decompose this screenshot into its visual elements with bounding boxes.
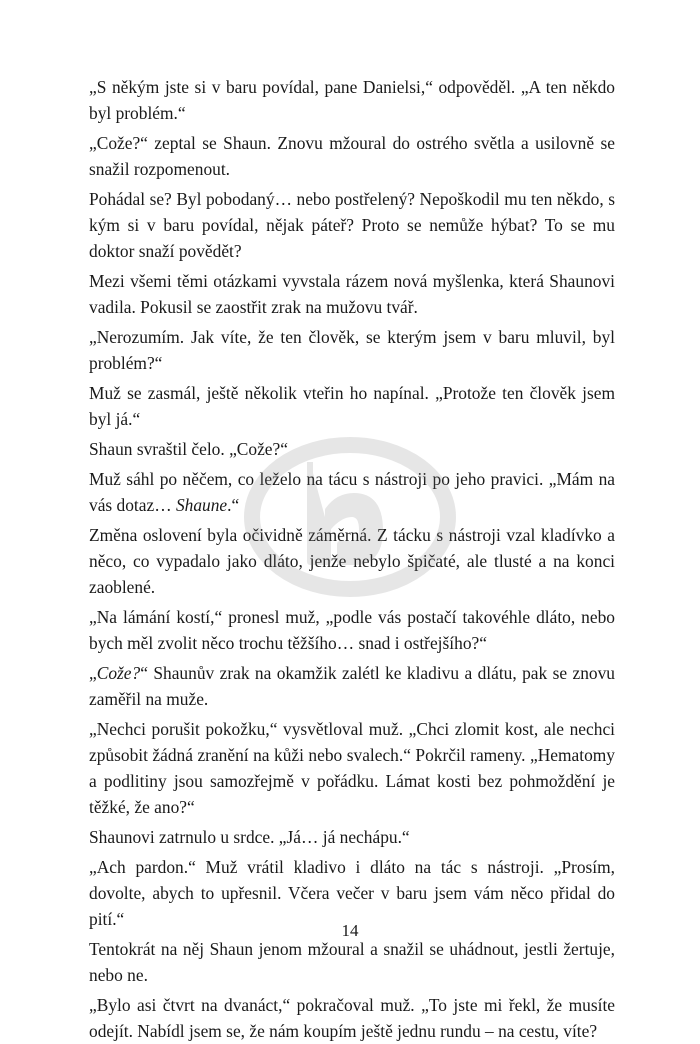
text-run: Muž sáhl po něčem, co leželo na tácu s nástroji po jeho pravici. „Mám na vás dotaz… — [89, 469, 615, 515]
text-run: Shaunovi zatrnulo u srdce. „Já… já nechápu.“ — [89, 827, 410, 847]
italic-text: Cože? — [96, 663, 141, 683]
text-run: Tentokrát na něj Shaun jenom mžoural a snažil se uhádnout, jestli žertuje, nebo ne. — [89, 939, 615, 985]
paragraph — [89, 992, 615, 1044]
paragraph — [89, 660, 615, 712]
paragraph — [89, 604, 615, 656]
paragraph — [89, 186, 615, 264]
text-run: .“ — [227, 495, 240, 515]
paragraph — [89, 324, 615, 376]
paragraph — [89, 716, 615, 820]
text-run: „Cože?“ zeptal se Shaun. Znovu mžoural do ostrého světla a usilovně se snažil rozpomenout. — [89, 133, 615, 179]
page-number: 14 — [341, 921, 359, 940]
paragraph — [89, 936, 615, 988]
text-run: „S někým jste si v baru povídal, pane Danielsi,“ odpověděl. „A ten někdo byl problém.“ — [89, 77, 615, 123]
text-run: Změna oslovení byla očividně záměrná. Z tácku s nástroji vzal kladívko a něco, co vypadalo jako dláto, jenže nebylo špičaté, ale tlusté a na konci zaoblené. — [89, 525, 615, 597]
text-run: Mezi všemi těmi otázkami vyvstala rázem nová myšlenka, která Shaunovi vadila. Pokusil se zaostřit zrak na mužovu tvář. — [89, 271, 615, 317]
paragraph — [89, 466, 615, 518]
paragraph — [89, 436, 615, 462]
paragraph — [89, 74, 615, 126]
text-run: „Na lámání kostí,“ pronesl muž, „podle vás postačí takovéhle dláto, nebo bych měl zvolit něco trochu těžšího… snad i ostřejšího?“ — [89, 607, 615, 653]
paragraph — [89, 268, 615, 320]
text-run: „Nerozumím. Jak víte, že ten člověk, se kterým jsem v baru mluvil, byl problém?“ — [89, 327, 615, 373]
text-run: „Ach pardon.“ Muž vrátil kladivo i dláto na tác s nástroji. „Prosím, dovolte, abych to upřesnil. Včera večer v baru jsem vám něco přidal do pití.“ — [89, 857, 615, 929]
italic-text: Shaune — [175, 495, 228, 515]
text-run: „ — [89, 663, 97, 683]
text-run: “ Shaunův zrak na okamžik zalétl ke kladivu a dlátu, pak se znovu zaměřil na muže. — [89, 663, 615, 709]
text-run: Pohádal se? Byl pobodaný… nebo postřelený? Nepoškodil mu ten někdo, s kým si v baru povídal, nějak páteř? Proto se nemůže hýbat? To se mu doktor snaží povědět? — [89, 189, 615, 261]
text-run: „Bylo asi čtvrt na dvanáct,“ pokračoval muž. „To jste mi řekl, že musíte odejít. Nabídl jsem se, že nám koupím ještě jednu rundu – na cestu, víte? — [89, 995, 615, 1041]
text-run: Muž se zasmál, ještě několik vteřin ho napínal. „Protože ten člověk jsem byl já.“ — [89, 383, 615, 429]
body-text — [89, 74, 615, 1044]
text-run: „Nechci porušit pokožku,“ vysvětloval muž. „Chci zlomit kost, ale nechci způsobit žádná zranění na kůži nebo svalech.“ Pokrčil rameny. „Hematomy a podlitiny jsou samozřejmě v pořádku. Lámat kosti bez pohmoždění je těžké, že ano?“ — [89, 719, 615, 817]
paragraph — [89, 824, 615, 850]
paragraph — [89, 522, 615, 600]
paragraph — [89, 130, 615, 182]
paragraph — [89, 380, 615, 432]
text-run: Shaun svraštil čelo. „Cože?“ — [89, 439, 288, 459]
